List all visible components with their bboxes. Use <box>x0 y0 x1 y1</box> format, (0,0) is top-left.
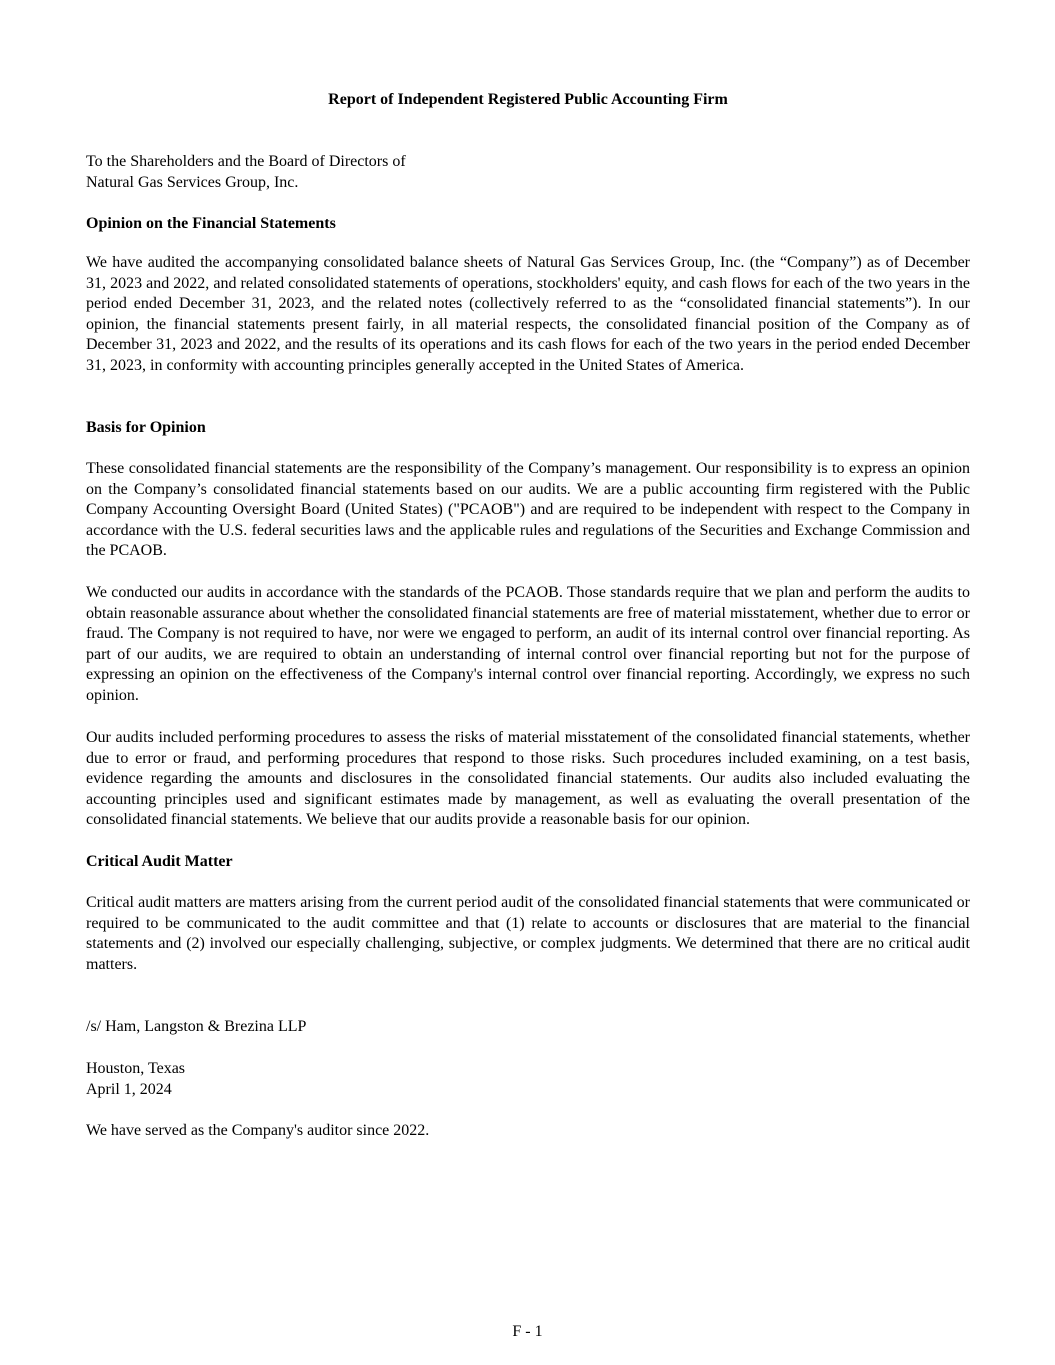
basis-paragraph-1: These consolidated financial statements are the responsibility of the Company’s management. Our responsibility is to express an opinion on the Company’s consolidated financial statements based on our audits. We are a public accounting firm registered with the Public Company Accounting Oversight Board (United States) ("PCAOB") and are required to be independent with respect to the Company in accordance with the U.S. federal securities laws and the applicable rules and regulations of the Securities and Exchange Commission and the PCAOB. <box>86 460 970 560</box>
critical-paragraph: Critical audit matters are matters arising from the current period audit of the consolidated financial statements that were communicated or required to be communicated to the audit committee and that (1) relate to accounts or disclosures that are material to the financial statements and (2) involved our especially challenging, subjective, or complex judgments. We determined that there are no critical audit matters. <box>86 894 970 973</box>
report-title: Report of Independent Registered Public Accounting Firm <box>328 91 728 108</box>
addressee-line-2: Natural Gas Services Group, Inc. <box>86 173 299 191</box>
page-number: F - 1 <box>512 1323 543 1340</box>
basis-paragraph-3: Our audits included performing procedures to assess the risks of material misstatement of the consolidated financial statements, whether due to error or fraud, and performing procedures that respond to those risks. Such procedures included examining, on a test basis, evidence regarding the amounts and disclosures in the consolidated financial statements. Our audits also included evaluating the accounting principles used and significant estimates made by management, as well as evaluating the overall presentation of the consolidated financial statements. We believe that our audits provide a reasonable basis for our opinion. <box>86 729 970 829</box>
opinion-heading: Opinion on the Financial Statements <box>86 215 336 232</box>
basis-heading: Basis for Opinion <box>86 419 206 436</box>
signature: /s/ Ham, Langston & Brezina LLP <box>86 1018 307 1035</box>
location: Houston, Texas <box>86 1060 186 1077</box>
basis-paragraph-2: We conducted our audits in accordance with the standards of the PCAOB. Those standards require that we plan and perform the audits to obtain reasonable assurance about whether the consolidated financial statements are free of material misstatement, whether due to error or fraud. The Company is not required to have, nor were we engaged to perform, an audit of its internal control over financial reporting. As part of our audits, we are required to obtain an understanding of internal control over financial reporting but not for the purpose of expressing an opinion on the effectiveness of the Company's internal control over financial reporting. Accordingly, we express no such opinion. <box>86 584 970 704</box>
auditor-tenure: We have served as the Company's auditor since 2022. <box>86 1122 430 1139</box>
addressee-line-1: To the Shareholders and the Board of Directors of <box>86 153 406 170</box>
opinion-paragraph: We have audited the accompanying consolidated balance sheets of Natural Gas Services Group, Inc. (the “Company”) as of December 31, 2023 and 2022, and related consolidated statements of operations, stockholders' equity, and cash flows for each of the two years in the period ended December 31, 2023, and the related notes (collectively referred to as the “consolidated financial statements”). In our opinion, the financial statements present fairly, in all material respects, the consolidated financial position of the Company as of December 31, 2023 and 2022, and the results of its operations and its cash flows for each of the two years in the period ended December 31, 2023, in conformity with accounting principles generally accepted in the United States of America. <box>86 254 970 374</box>
critical-heading: Critical Audit Matter <box>86 853 233 870</box>
report-date: April 1, 2024 <box>86 1080 172 1098</box>
location-date <box>86 1059 970 1100</box>
addressee <box>86 152 970 193</box>
